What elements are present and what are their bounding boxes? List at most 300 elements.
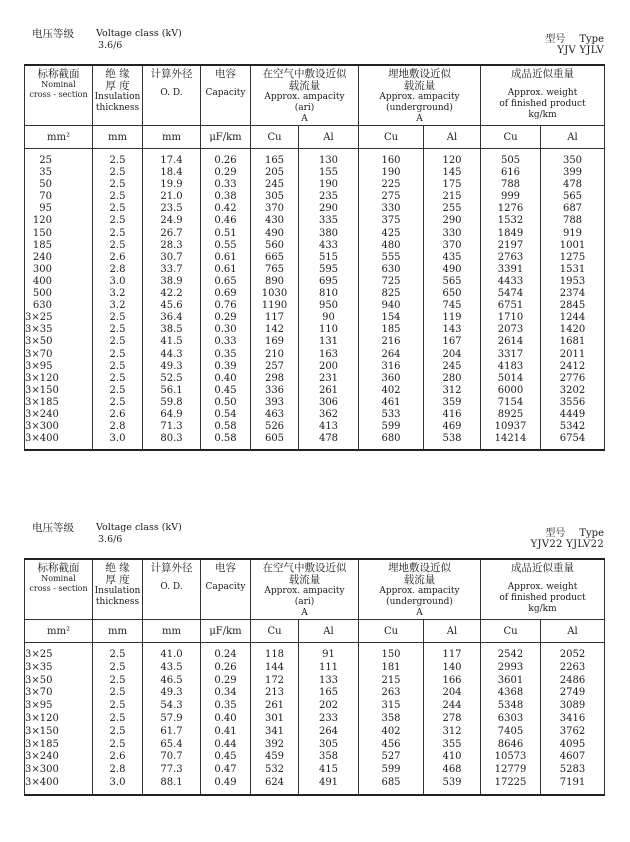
metal-al-air: Al: [299, 126, 359, 149]
table-row: [25, 276, 605, 288]
cell-al-weight: 3556: [541, 397, 605, 409]
cell-insulation: 3.2: [93, 300, 143, 312]
cell-al-weight: 1275: [541, 252, 605, 264]
cell-al-weight: 2374: [541, 288, 605, 300]
metal-al-wt: Al: [541, 620, 605, 643]
cell-capacity: 0.55: [201, 240, 251, 252]
cell-cu-ug: 402: [359, 726, 424, 739]
cell-section: 150: [25, 228, 93, 240]
cell-al-air: 130: [299, 149, 359, 168]
cell-al-ug: 410: [424, 751, 481, 764]
cell-cu-ug: 360: [359, 373, 424, 385]
cell-insulation: 2.5: [93, 240, 143, 252]
cell-al-ug: 166: [424, 675, 481, 688]
cell-insulation: 2.8: [93, 421, 143, 433]
cell-cu-weight: 6751: [481, 300, 541, 312]
cell-al-air: 595: [299, 264, 359, 276]
header-capacity: 电容 Capacity: [201, 559, 251, 620]
metal-al-ug: Al: [424, 126, 481, 149]
cell-insulation: 2.5: [93, 675, 143, 688]
cell-section: 3×50: [25, 675, 93, 688]
voltage-class-en: Voltage class (kV): [96, 28, 182, 39]
cell-al-weight: 2776: [541, 373, 605, 385]
table-row: [25, 687, 605, 700]
cell-al-ug: 370: [424, 240, 481, 252]
cell-section: 240: [25, 252, 93, 264]
cell-cu-weight: 2197: [481, 240, 541, 252]
cell-section: 70: [25, 191, 93, 203]
cell-cu-air: 210: [251, 349, 299, 361]
cell-section: 3×25: [25, 312, 93, 324]
cell-al-ug: 435: [424, 252, 481, 264]
cell-capacity: 0.38: [201, 191, 251, 203]
header-section: 标称截面 Nominal cross - section: [25, 65, 93, 126]
cell-al-ug: 469: [424, 421, 481, 433]
cell-cu-air: 336: [251, 385, 299, 397]
cell-cu-ug: 263: [359, 687, 424, 700]
cell-cu-air: 463: [251, 409, 299, 421]
cell-cu-ug: 330: [359, 203, 424, 215]
cell-section: 630: [25, 300, 93, 312]
cell-cu-ug: 150: [359, 643, 424, 662]
cell-cu-weight: 999: [481, 191, 541, 203]
cell-al-ug: 145: [424, 167, 481, 179]
table-row: [25, 264, 605, 276]
cell-capacity: 0.69: [201, 288, 251, 300]
cell-capacity: 0.45: [201, 385, 251, 397]
cell-cu-ug: 216: [359, 336, 424, 348]
table-row: [25, 349, 605, 361]
cell-al-ug: 255: [424, 203, 481, 215]
cell-cu-weight: 5474: [481, 288, 541, 300]
table-row: [25, 288, 605, 300]
cell-al-air: 358: [299, 751, 359, 764]
cell-al-weight: 1420: [541, 324, 605, 336]
cell-al-air: 261: [299, 385, 359, 397]
cell-insulation: 2.5: [93, 167, 143, 179]
cell-cu-ug: 225: [359, 179, 424, 191]
cell-cu-air: 624: [251, 777, 299, 795]
cell-cu-air: 142: [251, 324, 299, 336]
cell-section: 3×25: [25, 643, 93, 662]
cell-cu-air: 370: [251, 203, 299, 215]
cell-insulation: 2.5: [93, 215, 143, 227]
unit-insulation: mm: [93, 620, 143, 643]
cell-al-weight: 565: [541, 191, 605, 203]
cell-section: 3×120: [25, 713, 93, 726]
cell-capacity: 0.51: [201, 228, 251, 240]
cell-al-weight: 6754: [541, 433, 605, 450]
table-row: [25, 726, 605, 739]
cell-insulation: 2.6: [93, 409, 143, 421]
table2-section: [24, 520, 604, 796]
cell-insulation: 3.0: [93, 777, 143, 795]
cell-cu-weight: 2542: [481, 643, 541, 662]
cell-al-air: 290: [299, 203, 359, 215]
table-row: [25, 300, 605, 312]
cell-section: 185: [25, 240, 93, 252]
cell-cu-air: 490: [251, 228, 299, 240]
cell-od: 23.5: [143, 203, 201, 215]
cell-al-air: 305: [299, 739, 359, 752]
cell-cu-weight: 1710: [481, 312, 541, 324]
cell-al-air: 413: [299, 421, 359, 433]
cell-od: 45.6: [143, 300, 201, 312]
cell-insulation: 2.5: [93, 397, 143, 409]
cell-al-weight: 1001: [541, 240, 605, 252]
cell-cu-weight: 3391: [481, 264, 541, 276]
header-capacity: 电容 Capacity: [201, 65, 251, 126]
cell-cu-ug: 461: [359, 397, 424, 409]
cell-insulation: 2.5: [93, 324, 143, 336]
cell-cu-air: 890: [251, 276, 299, 288]
cell-al-air: 335: [299, 215, 359, 227]
cell-od: 80.3: [143, 433, 201, 450]
cell-cu-weight: 7154: [481, 397, 541, 409]
cell-section: 25: [25, 149, 93, 168]
cell-section: 3×185: [25, 397, 93, 409]
metal-cu-wt: Cu: [481, 126, 541, 149]
cell-insulation: 2.5: [93, 687, 143, 700]
cell-insulation: 2.5: [93, 228, 143, 240]
cell-al-weight: 687: [541, 203, 605, 215]
cell-od: 49.3: [143, 361, 201, 373]
cell-al-air: 91: [299, 643, 359, 662]
cell-section: 3×35: [25, 324, 93, 336]
cell-insulation: 2.5: [93, 643, 143, 662]
cell-cu-air: 526: [251, 421, 299, 433]
cell-al-weight: 1244: [541, 312, 605, 324]
cell-cu-weight: 2614: [481, 336, 541, 348]
header-insulation: 绝 缘 厚 度 Insulation thickness: [93, 559, 143, 620]
table-row: [25, 675, 605, 688]
cell-od: 18.4: [143, 167, 201, 179]
cell-al-weight: 3202: [541, 385, 605, 397]
cell-cu-ug: 599: [359, 421, 424, 433]
cell-insulation: 2.5: [93, 149, 143, 168]
cell-al-air: 165: [299, 687, 359, 700]
table-row: [25, 179, 605, 191]
table-row: [25, 421, 605, 433]
table1-caption: [24, 26, 604, 64]
cell-cu-air: 257: [251, 361, 299, 373]
cell-cu-ug: 316: [359, 361, 424, 373]
type-label-en: Type: [579, 528, 604, 539]
cell-al-air: 306: [299, 397, 359, 409]
cell-cu-weight: 8925: [481, 409, 541, 421]
table-row: [25, 385, 605, 397]
cell-cu-ug: 533: [359, 409, 424, 421]
header-od: 计算外径 O. D.: [143, 559, 201, 620]
cell-od: 42.2: [143, 288, 201, 300]
cell-od: 49.3: [143, 687, 201, 700]
cell-insulation: 2.5: [93, 726, 143, 739]
cell-od: 64.9: [143, 409, 201, 421]
cell-capacity: 0.58: [201, 421, 251, 433]
cell-al-weight: 4449: [541, 409, 605, 421]
metal-row: [25, 126, 605, 149]
cell-capacity: 0.24: [201, 643, 251, 662]
cell-cu-ug: 275: [359, 191, 424, 203]
cell-al-ug: 167: [424, 336, 481, 348]
cell-cu-ug: 264: [359, 349, 424, 361]
cell-al-air: 950: [299, 300, 359, 312]
cell-cu-ug: 185: [359, 324, 424, 336]
cell-od: 33.7: [143, 264, 201, 276]
table-row: [25, 739, 605, 752]
cell-section: 120: [25, 215, 93, 227]
cell-od: 41.5: [143, 336, 201, 348]
cell-cu-weight: 10573: [481, 751, 541, 764]
cell-cu-weight: 10937: [481, 421, 541, 433]
cell-capacity: 0.33: [201, 336, 251, 348]
cell-section: 35: [25, 167, 93, 179]
cell-cu-air: 459: [251, 751, 299, 764]
table-row: [25, 662, 605, 675]
cell-capacity: 0.54: [201, 409, 251, 421]
cell-od: 56.1: [143, 385, 201, 397]
table-row: [25, 777, 605, 795]
cell-al-air: 478: [299, 433, 359, 450]
cell-cu-weight: 505: [481, 149, 541, 168]
unit-section: mm²: [25, 620, 93, 643]
cell-section: 500: [25, 288, 93, 300]
cell-cu-ug: 375: [359, 215, 424, 227]
table-row: [25, 324, 605, 336]
cell-insulation: 2.5: [93, 349, 143, 361]
cell-al-ug: 416: [424, 409, 481, 421]
cell-insulation: 2.5: [93, 739, 143, 752]
cable-spec-table-1: [24, 64, 605, 451]
type-label-cn: 型号: [545, 34, 566, 45]
cell-capacity: 0.29: [201, 167, 251, 179]
cell-cu-ug: 160: [359, 149, 424, 168]
cell-cu-weight: 5348: [481, 700, 541, 713]
cell-insulation: 2.6: [93, 751, 143, 764]
cell-al-air: 190: [299, 179, 359, 191]
cell-al-ug: 143: [424, 324, 481, 336]
table1-section: [24, 26, 604, 451]
cell-od: 88.1: [143, 777, 201, 795]
cell-cu-weight: 4183: [481, 361, 541, 373]
cell-capacity: 0.50: [201, 397, 251, 409]
cell-cu-weight: 1276: [481, 203, 541, 215]
cell-section: 3×150: [25, 726, 93, 739]
cell-section: 3×50: [25, 336, 93, 348]
cell-al-weight: 478: [541, 179, 605, 191]
cell-al-air: 491: [299, 777, 359, 795]
cell-cu-weight: 12779: [481, 764, 541, 777]
cell-capacity: 0.61: [201, 264, 251, 276]
model-codes: YJV22 YJLV22: [530, 539, 604, 550]
cell-cu-air: 172: [251, 675, 299, 688]
cell-al-weight: 1531: [541, 264, 605, 276]
table-row: [25, 361, 605, 373]
cell-capacity: 0.29: [201, 675, 251, 688]
cell-capacity: 0.26: [201, 149, 251, 168]
cell-capacity: 0.33: [201, 179, 251, 191]
unit-section: mm²: [25, 126, 93, 149]
cell-cu-weight: 1849: [481, 228, 541, 240]
cell-cu-ug: 425: [359, 228, 424, 240]
cell-al-ug: 215: [424, 191, 481, 203]
cell-insulation: 2.5: [93, 312, 143, 324]
cell-capacity: 0.40: [201, 373, 251, 385]
unit-od: mm: [143, 126, 201, 149]
cell-cu-weight: 4433: [481, 276, 541, 288]
header-section: 标称截面 Nominal cross - section: [25, 559, 93, 620]
metal-cu-wt: Cu: [481, 620, 541, 643]
table-row: [25, 149, 605, 168]
cell-insulation: 2.5: [93, 336, 143, 348]
cell-al-air: 131: [299, 336, 359, 348]
cell-cu-air: 298: [251, 373, 299, 385]
table-row: [25, 409, 605, 421]
cell-al-air: 810: [299, 288, 359, 300]
header-insulation: 绝 缘 厚 度 Insulation thickness: [93, 65, 143, 126]
cell-cu-weight: 2993: [481, 662, 541, 675]
cell-capacity: 0.26: [201, 662, 251, 675]
metal-al-wt: Al: [541, 126, 605, 149]
cell-al-ug: 204: [424, 687, 481, 700]
header-weight: 成品近似重量 Approx. weight of finished product kg/km: [481, 65, 605, 126]
cell-al-air: 155: [299, 167, 359, 179]
cell-section: 300: [25, 264, 93, 276]
cell-section: 3×300: [25, 421, 93, 433]
cell-section: 3×95: [25, 361, 93, 373]
cell-al-ug: 330: [424, 228, 481, 240]
table-row: [25, 713, 605, 726]
cell-al-weight: 2052: [541, 643, 605, 662]
cell-insulation: 3.2: [93, 288, 143, 300]
cell-section: 3×70: [25, 349, 93, 361]
cell-cu-weight: 788: [481, 179, 541, 191]
header-row: [25, 65, 605, 126]
cell-insulation: 2.6: [93, 252, 143, 264]
cell-cu-air: 532: [251, 764, 299, 777]
cell-cu-ug: 527: [359, 751, 424, 764]
cell-al-weight: 2011: [541, 349, 605, 361]
cell-al-air: 235: [299, 191, 359, 203]
cell-al-air: 264: [299, 726, 359, 739]
cell-al-ug: 204: [424, 349, 481, 361]
cell-capacity: 0.35: [201, 349, 251, 361]
cell-al-ug: 745: [424, 300, 481, 312]
cell-capacity: 0.44: [201, 739, 251, 752]
metal-cu-ug: Cu: [359, 620, 424, 643]
cell-od: 59.8: [143, 397, 201, 409]
cell-section: 50: [25, 179, 93, 191]
cell-cu-weight: 6000: [481, 385, 541, 397]
cell-al-air: 110: [299, 324, 359, 336]
cell-od: 26.7: [143, 228, 201, 240]
table-row: [25, 228, 605, 240]
cell-od: 17.4: [143, 149, 201, 168]
cell-al-weight: 919: [541, 228, 605, 240]
cell-insulation: 2.5: [93, 191, 143, 203]
cell-al-weight: 2845: [541, 300, 605, 312]
cell-al-air: 380: [299, 228, 359, 240]
cell-cu-ug: 725: [359, 276, 424, 288]
cell-od: 41.0: [143, 643, 201, 662]
cell-cu-ug: 940: [359, 300, 424, 312]
cell-al-weight: 7191: [541, 777, 605, 795]
cell-al-ug: 538: [424, 433, 481, 450]
header-air-ampacity: 在空气中敷设近似 载流量 Approx. ampacity (ari) A: [251, 65, 359, 126]
cell-cu-ug: 190: [359, 167, 424, 179]
cell-al-weight: 2412: [541, 361, 605, 373]
cell-od: 24.9: [143, 215, 201, 227]
cell-al-weight: 5283: [541, 764, 605, 777]
cell-al-ug: 312: [424, 726, 481, 739]
cell-al-ug: 359: [424, 397, 481, 409]
voltage-class-en: Voltage class (kV): [96, 522, 182, 533]
cell-capacity: 0.29: [201, 312, 251, 324]
cell-insulation: 2.5: [93, 361, 143, 373]
table2-caption: [24, 520, 604, 558]
cell-section: 3×240: [25, 751, 93, 764]
cell-capacity: 0.61: [201, 252, 251, 264]
cell-cu-ug: 215: [359, 675, 424, 688]
cell-cu-weight: 6303: [481, 713, 541, 726]
cell-insulation: 2.8: [93, 764, 143, 777]
cell-al-ug: 120: [424, 149, 481, 168]
cell-od: 71.3: [143, 421, 201, 433]
cell-cu-weight: 2763: [481, 252, 541, 264]
cell-capacity: 0.65: [201, 276, 251, 288]
cell-al-weight: 2263: [541, 662, 605, 675]
cell-section: 3×400: [25, 777, 93, 795]
cell-al-ug: 245: [424, 361, 481, 373]
cell-capacity: 0.39: [201, 361, 251, 373]
header-air-ampacity: 在空气中敷设近似 载流量 Approx. ampacity (ari) A: [251, 559, 359, 620]
cell-cu-air: 392: [251, 739, 299, 752]
cell-capacity: 0.40: [201, 713, 251, 726]
cell-al-ug: 312: [424, 385, 481, 397]
cell-insulation: 2.5: [93, 203, 143, 215]
cell-capacity: 0.35: [201, 700, 251, 713]
cell-insulation: 2.5: [93, 662, 143, 675]
cell-al-air: 90: [299, 312, 359, 324]
type-label-en: Type: [579, 34, 604, 45]
cell-section: 3×150: [25, 385, 93, 397]
cell-cu-air: 205: [251, 167, 299, 179]
cell-cu-air: 169: [251, 336, 299, 348]
cell-cu-ug: 685: [359, 777, 424, 795]
type-label-cn: 型号: [545, 528, 566, 539]
cell-cu-ug: 599: [359, 764, 424, 777]
cell-al-ug: 539: [424, 777, 481, 795]
cell-cu-ug: 402: [359, 385, 424, 397]
cell-cu-weight: 14214: [481, 433, 541, 450]
cell-od: 43.5: [143, 662, 201, 675]
cell-cu-weight: 1532: [481, 215, 541, 227]
cell-section: 400: [25, 276, 93, 288]
cell-capacity: 0.58: [201, 433, 251, 450]
cell-cu-weight: 2073: [481, 324, 541, 336]
table-row: [25, 336, 605, 348]
metal-al-ug: Al: [424, 620, 481, 643]
cell-od: 38.5: [143, 324, 201, 336]
cell-cu-air: 245: [251, 179, 299, 191]
cell-al-weight: 788: [541, 215, 605, 227]
cell-capacity: 0.41: [201, 726, 251, 739]
cell-al-ug: 117: [424, 643, 481, 662]
cell-capacity: 0.42: [201, 203, 251, 215]
cell-al-ug: 280: [424, 373, 481, 385]
cell-od: 36.4: [143, 312, 201, 324]
cell-cu-air: 165: [251, 149, 299, 168]
